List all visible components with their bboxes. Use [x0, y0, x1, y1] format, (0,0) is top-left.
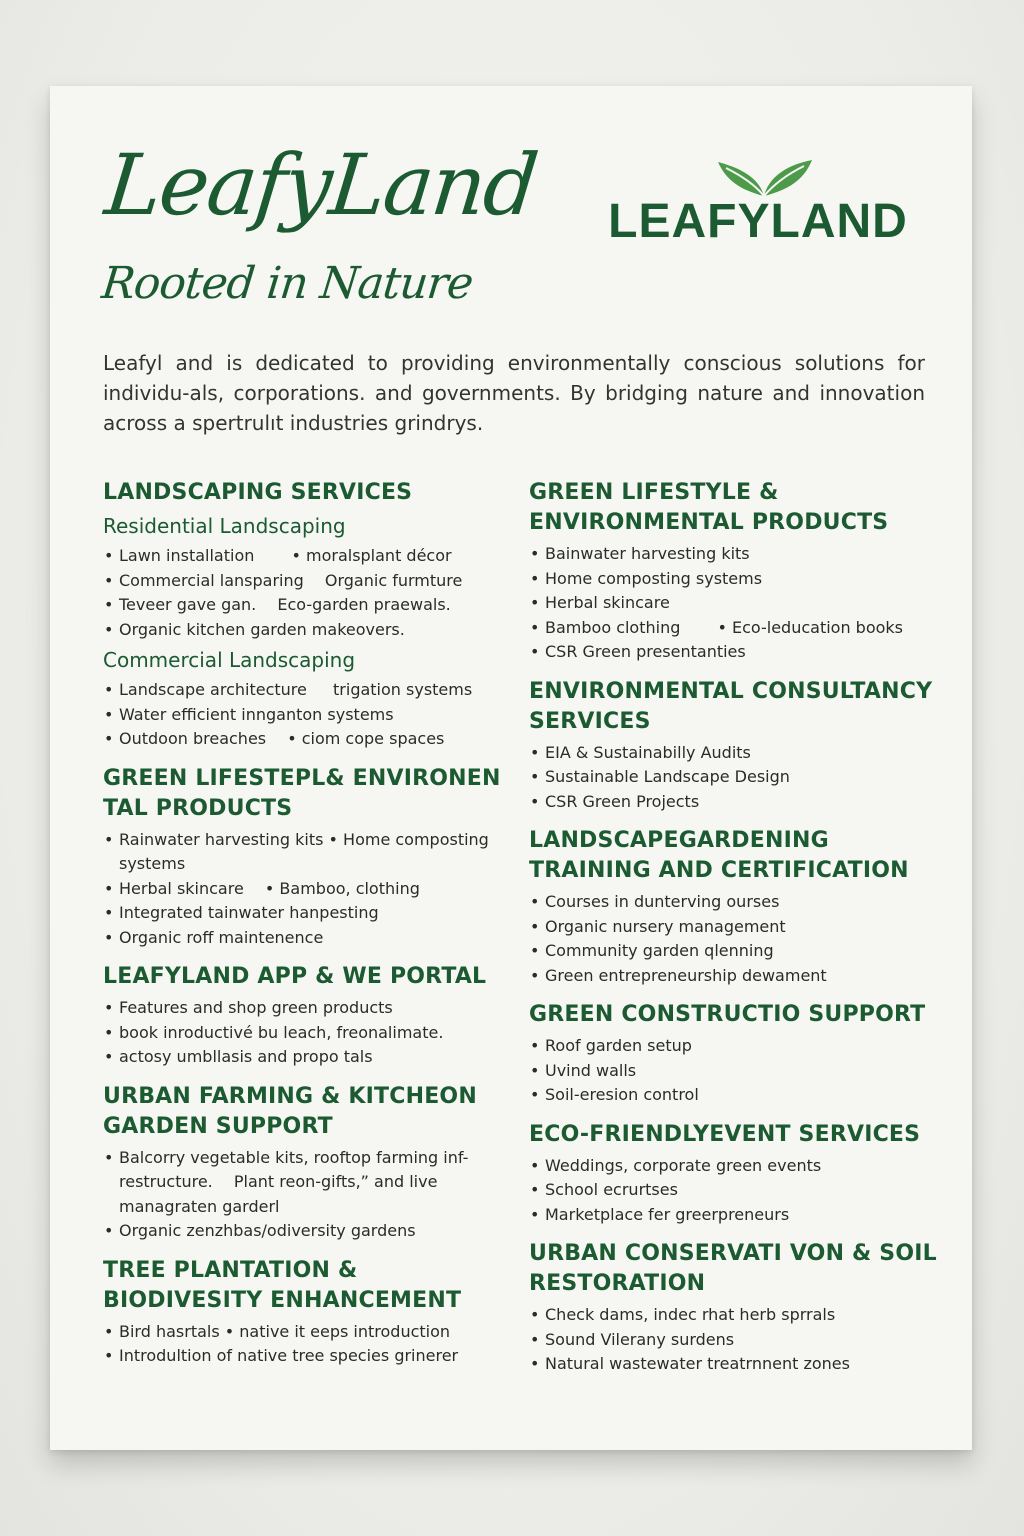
section-heading: TREE PLANTATION & BIODIVESITY ENHANCEMENT	[103, 1257, 462, 1313]
right-column	[529, 478, 949, 1389]
list-item: • Organic zenzhbas/odiversity gardens	[103, 1219, 503, 1244]
list-item: • Natural wastewater treatrnnent zones	[529, 1352, 949, 1377]
bullet-list	[529, 1303, 949, 1377]
list-item: • Soil-eresion control	[529, 1083, 949, 1108]
section-green-lifestepl-environen-tal-products	[103, 764, 503, 951]
list-item: • Herbal skincare • Bamboo, clothing	[103, 877, 503, 902]
list-item: • Bird hasrtals • native it eeps introduction	[103, 1320, 503, 1345]
list-item: • Uvind walls	[529, 1059, 949, 1084]
list-item: • Balcorry vegetable kits, rooftop farming inf-restructure. Plant reon-gifts,” and live managraten garderl	[103, 1146, 503, 1220]
section-green-constructio-support	[529, 1000, 949, 1108]
section-heading: LEAFYLAND APP & WE PORTAL	[103, 964, 487, 989]
bullet-list	[529, 741, 949, 815]
list-item: • Sound Vilerany surdens	[529, 1328, 949, 1353]
bullet-list	[529, 890, 949, 988]
flyer-page	[50, 86, 972, 1450]
list-item: • Roof garden setup	[529, 1034, 949, 1059]
list-item: • School ecrurtses	[529, 1178, 949, 1203]
list-item: • Lawn installation • moralsplant décor	[103, 544, 503, 569]
list-item: • Bainwater harvesting kits	[529, 542, 949, 567]
list-item: • Courses in dunterving ourses	[529, 890, 949, 915]
section-heading: ENVIRONMENTAL CONSULTANCY SERVICES	[529, 678, 933, 734]
bullet-list	[103, 1320, 503, 1369]
section-landscapegardening-training-and-certific	[529, 826, 949, 988]
section-eco-friendlyevent-services	[529, 1120, 949, 1228]
list-item: • Organic kitchen garden makeovers.	[103, 618, 503, 643]
list-item: • Sustainable Landscape Design	[529, 765, 949, 790]
subsection-title: Commercial Landscaping	[103, 648, 356, 672]
section-heading: LANDSCAPEGARDENING TRAINING AND CERTIFICATION	[529, 828, 909, 883]
section-green-lifestyle-environmental-products	[529, 478, 949, 665]
list-item: • Green entrepreneurship dewament	[529, 964, 949, 989]
leaf-sprout-icon	[712, 156, 816, 196]
section-heading: LANDSCAPING SERVICES	[103, 480, 413, 505]
section-leafyland-app-we-portal	[103, 962, 503, 1070]
list-item: • Integrated tainwater hanpesting	[103, 901, 503, 926]
list-item: • Home composting systems	[529, 567, 949, 592]
list-item: • EIA & Sustainabilly Audits	[529, 741, 949, 766]
list-item: • Teveer gave gan. Eco-garden praewals.	[103, 593, 503, 618]
bullet-list	[103, 678, 503, 752]
bullet-list	[103, 828, 503, 951]
list-item: • CSR Green presentanties	[529, 640, 949, 665]
list-item: • Bamboo clothing • Eco-leducation books	[529, 616, 949, 641]
section-heading: URBAN CONSERVATI VON & SOIL RESTORATION	[529, 1241, 937, 1296]
logo-wordmark: LEAFYLAND	[608, 195, 908, 248]
list-item: • actosy umbllasis and propo tals	[103, 1045, 503, 1070]
list-item: • Check dams, indec rhat herb sprrals	[529, 1303, 949, 1328]
list-item: • Herbal skincare	[529, 591, 949, 616]
list-item: • Organic roff maintenence	[103, 926, 503, 951]
list-item: • Community garden qlenning	[529, 939, 949, 964]
list-item: • Water efficient innganton systems	[103, 703, 503, 728]
bullet-list	[103, 1146, 503, 1244]
list-item: • Rainwater harvesting kits • Home composting systems	[103, 828, 503, 877]
section-urban-conservati-von-soil-restoration	[529, 1239, 949, 1377]
list-item: • Introdultion of native tree species grinerer	[103, 1344, 503, 1369]
list-item: • book inroductivé bu leach, freonalimate.	[103, 1021, 503, 1046]
intro-paragraph: Leafyl and is dedicated to providing environmentally conscious solutions for individu-als, corporations. and governments. By bridging nature and innovation across a spertrulıt industries grindrys.	[103, 351, 925, 435]
section-heading: URBAN FARMING & KITCHEON GARDEN SUPPORT	[103, 1083, 477, 1139]
section-environmental-consultancy-services	[529, 677, 949, 815]
bullet-list	[103, 996, 503, 1070]
list-item: • Organic nursery management	[529, 915, 949, 940]
list-item: • Features and shop green products	[103, 996, 503, 1021]
list-item: • Commercial lansparing Organic furmture	[103, 569, 503, 594]
section-landscaping-services	[103, 478, 503, 752]
list-item: • Weddings, corporate green events	[529, 1154, 949, 1179]
list-item: • Landscape architecture trigation systems	[103, 678, 503, 703]
bullet-list	[529, 1154, 949, 1228]
left-column	[103, 478, 503, 1381]
list-item: • Marketplace fer greerpreneurs	[529, 1203, 949, 1228]
section-heading: GREEN CONSTRUCTIO SUPPORT	[529, 1002, 926, 1027]
section-heading: GREEN LIFESTYLE & ENVIRONMENTAL PRODUCTS	[529, 480, 889, 535]
section-heading: GREEN LIFESTEPL& ENVIRONEN TAL PRODUCTS	[103, 765, 501, 821]
section-tree-plantation-biodivesity-enhancement	[103, 1256, 503, 1369]
bullet-list	[529, 1034, 949, 1108]
section-heading: ECO-FRIENDLYEVENT SERVICES	[529, 1121, 921, 1147]
bullet-list	[529, 542, 949, 665]
tagline: Rooted in Nature	[99, 258, 475, 309]
list-item: • Outdoon breaches • ciom cope spaces	[103, 727, 503, 752]
section-urban-farming-kitcheon-garden-support	[103, 1082, 503, 1244]
subsection-title: Residential Landscaping	[103, 514, 346, 538]
logo	[588, 156, 928, 248]
script-title: LeafyLand	[100, 136, 542, 234]
list-item: • CSR Green Projects	[529, 790, 949, 815]
bullet-list	[103, 544, 503, 642]
